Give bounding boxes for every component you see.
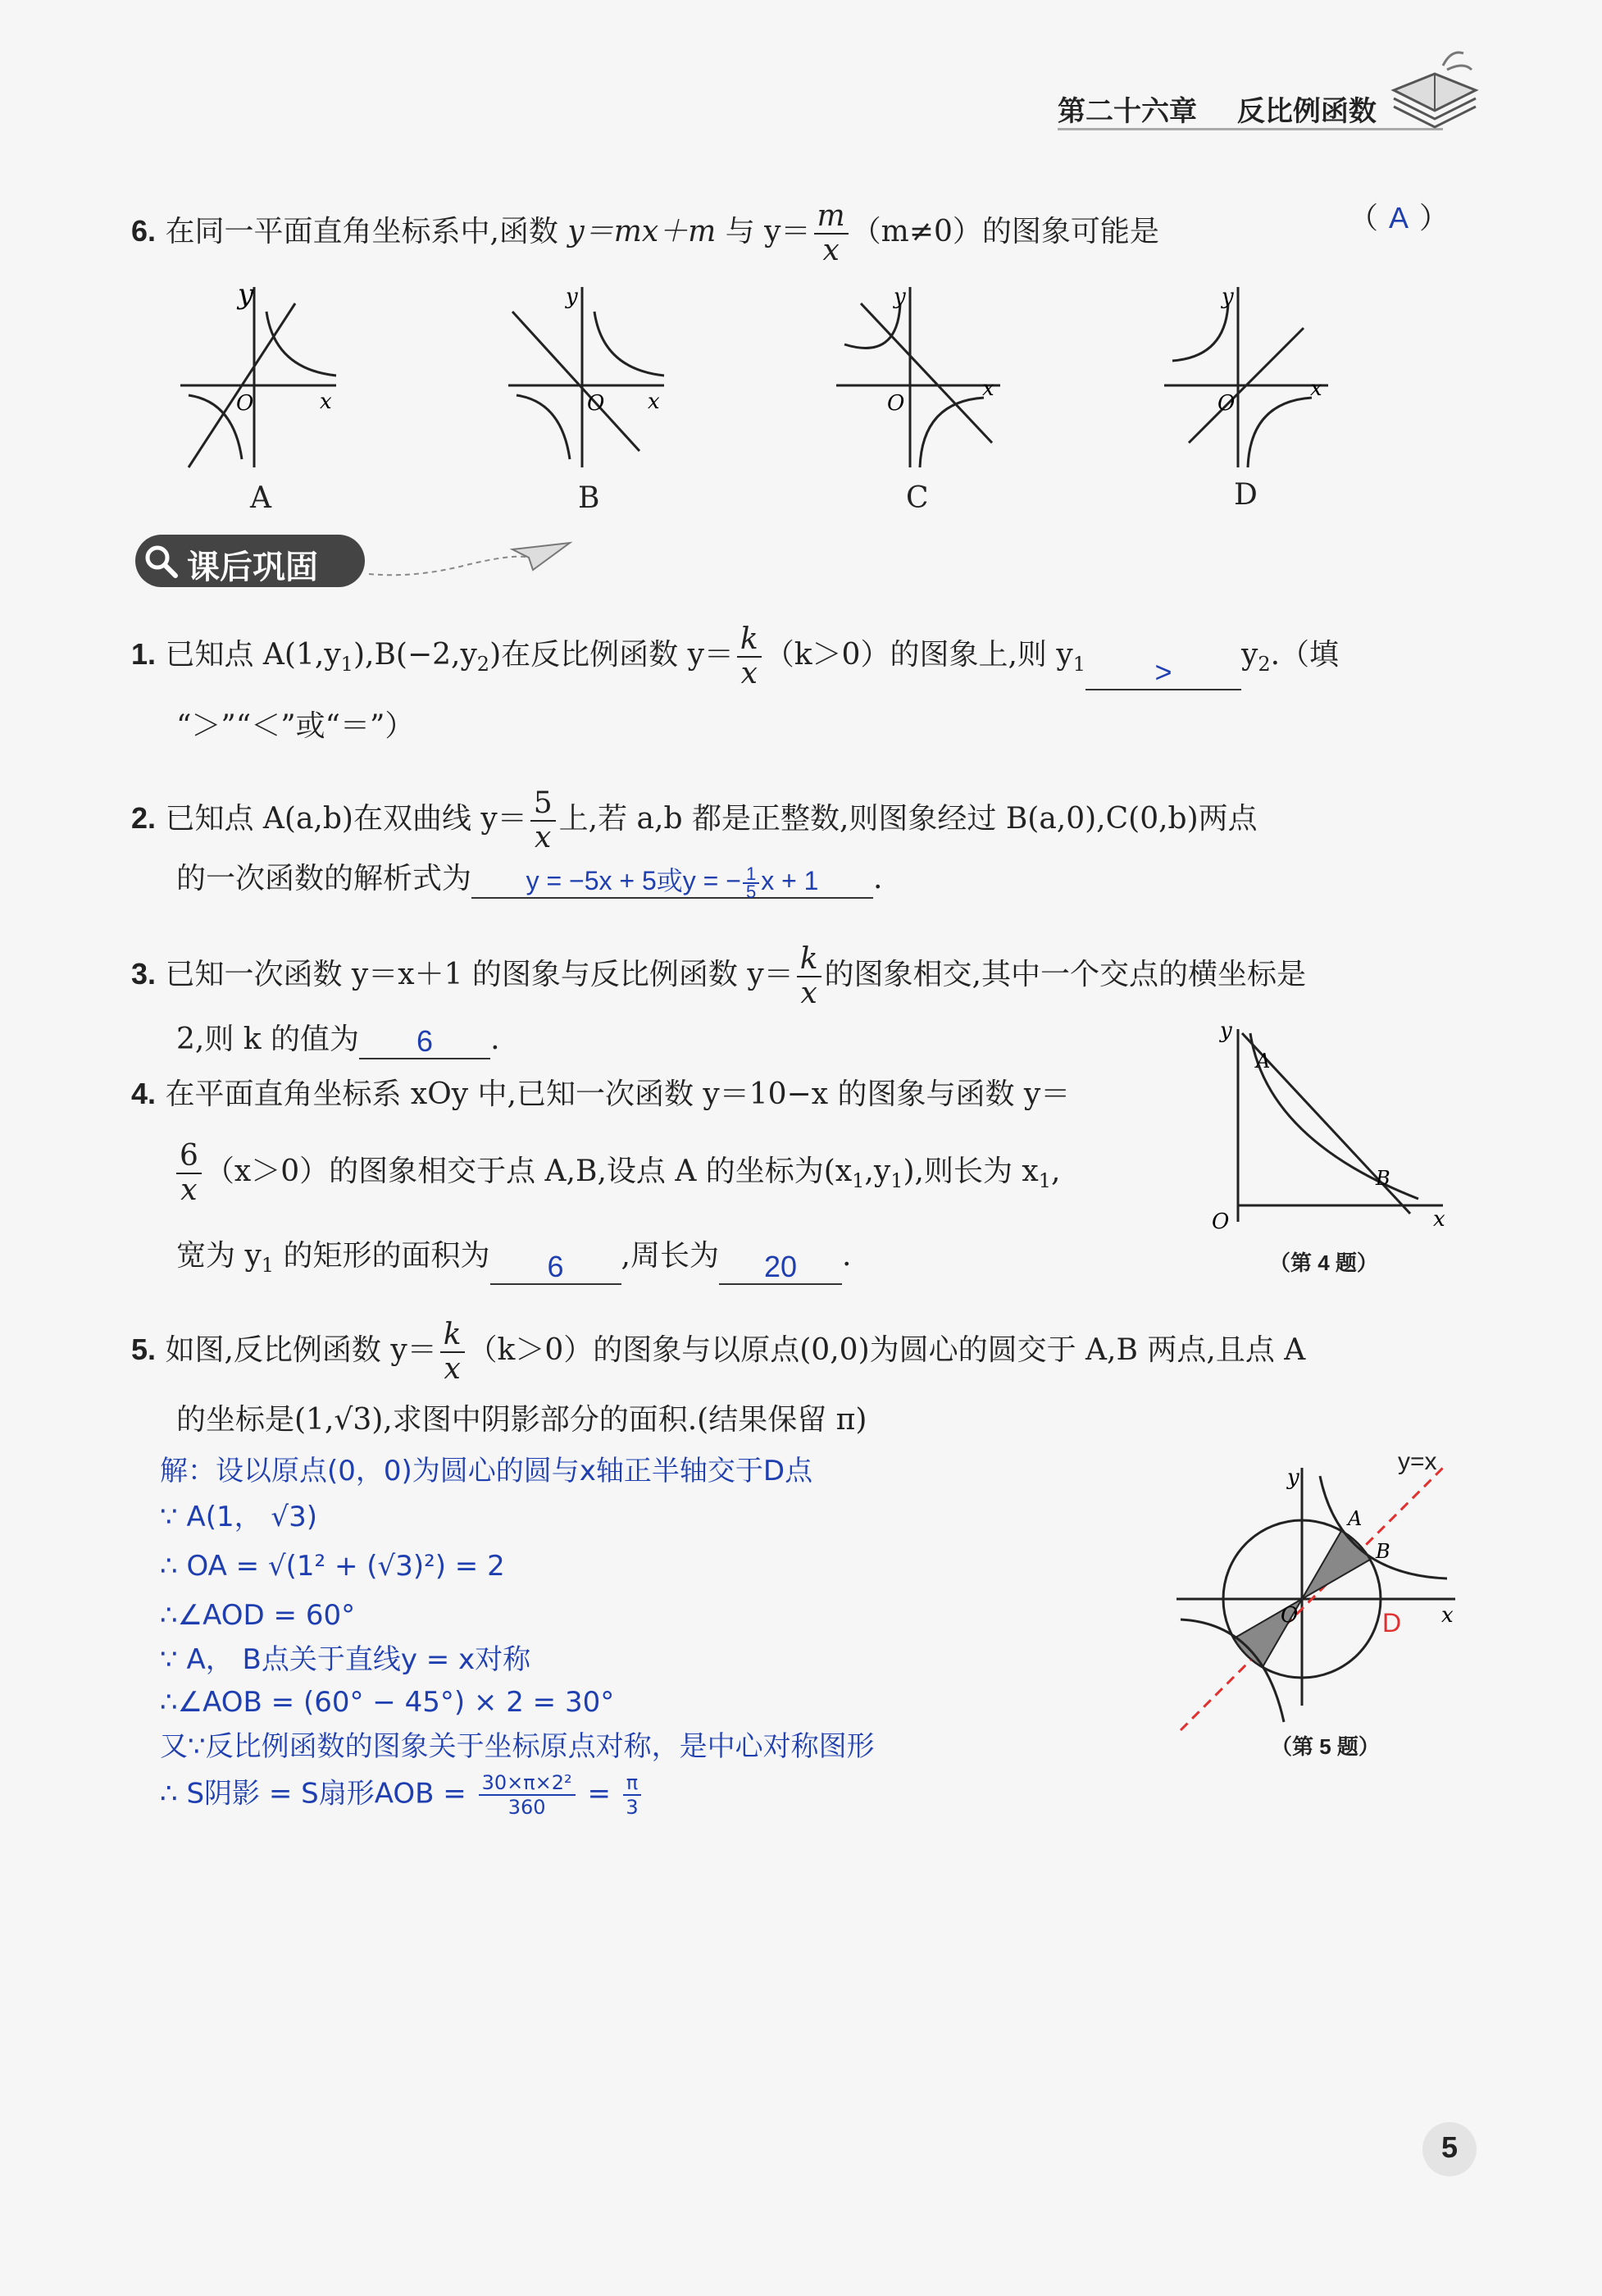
q4-fraction: $\frac{6}{x}$ (176, 1140, 202, 1207)
q4-label-o: O (1212, 1210, 1230, 1230)
q5-label-yx: y=x (1398, 1448, 1437, 1475)
q3-fraction: $\frac{k}{x}$ (797, 943, 821, 1010)
q6-expr: y＝mx＋m (567, 215, 717, 248)
solution-line-1: 解：设以原点(0，0)为圆心的圆与x轴正半轴交于D点 (160, 1455, 813, 1487)
q4-line1 (131, 1074, 1070, 1114)
q6-stem (131, 200, 1159, 267)
q5-label-d: D (1382, 1608, 1402, 1638)
q4-number: 4. (131, 1077, 157, 1110)
q4-text-e: , (1051, 1155, 1061, 1188)
q2-answer-tail: x + 1 (761, 866, 819, 895)
svg-text:O: O (587, 391, 605, 416)
q3-text-a: 已知一次函数 y＝x＋1 的图象与反比例函数 y＝ (165, 958, 794, 991)
header-title: 反比例函数 (1236, 96, 1377, 127)
q4-text-a: 在平面直角坐标系 xOy 中,已知一次函数 y＝10−x 的图象与函数 y＝ (165, 1077, 1071, 1111)
solution-line-3: ∴ OA = √(1² + (√3)²) = 2 (160, 1550, 505, 1583)
q3-answer-blank[interactable]: 6 (359, 1022, 490, 1059)
q1-text-d: （k＞0）的图象上,则 y (764, 638, 1073, 672)
q6-option-a[interactable]: A (250, 481, 271, 515)
section-title: 课后巩固 (187, 549, 318, 586)
solution-line-2: ∵ A(1， √3) (160, 1501, 317, 1533)
svg-text:y: y (894, 285, 906, 309)
q1-answer-blank[interactable]: > (1085, 653, 1241, 690)
q4-label-y: y (1220, 1018, 1232, 1043)
q4-figure (1205, 1017, 1451, 1230)
q1-fraction: $\frac{k}{x}$ (737, 623, 762, 690)
q6-text-b: 与 y＝ (716, 215, 811, 248)
header-chapter: 第二十六章 (1058, 96, 1197, 127)
q4-label-b: B (1376, 1167, 1390, 1190)
q2-answer: y = −5x + 5或y = − (526, 866, 741, 895)
solution-line-8: ∴ S阴影 = S扇形AOB = $\frac{\text{30×π×2²}}{360}$ = $\frac{\pi}{3}$ (160, 1771, 644, 1819)
q1-text-f: .（填 (1270, 638, 1340, 672)
q4-line3 (176, 1237, 851, 1285)
q4-caption: （第 4 题） (1269, 1250, 1378, 1275)
q3-line1 (131, 943, 1306, 1010)
q2-number: 2. (131, 801, 157, 835)
q4-text-b: （x＞0）的图象相交于点 A,B,设点 A 的坐标为(x (204, 1155, 853, 1188)
q1-text-a: 已知点 A(1,y (165, 638, 341, 672)
svg-text:O: O (1217, 391, 1236, 416)
q2-answer-blank[interactable]: y = −5x + 5或y = − $\frac{1}{5}$ x + 1 (471, 861, 873, 899)
q6-graph-d (1156, 279, 1336, 476)
svg-text:x: x (982, 376, 994, 401)
q4-text-d: ),则长为 x (903, 1155, 1039, 1188)
q4-area-blank[interactable]: 6 (490, 1247, 621, 1285)
q1-line1 (131, 623, 1339, 690)
q4-line3-c: ,周长为 (621, 1239, 719, 1273)
q1-text-c: )在反比例函数 y＝ (489, 638, 734, 672)
svg-text:y: y (1222, 285, 1234, 309)
solution-line-5: ∵ A， B点关于直线y = x对称 (160, 1643, 531, 1676)
q3-number: 3. (131, 957, 157, 991)
q4-sub-4: 1 (261, 1254, 275, 1278)
q4-line3-d: . (841, 1239, 852, 1273)
q6-graph-b (500, 279, 680, 476)
q5-text-a: 如图,反比例函数 y＝ (165, 1333, 437, 1367)
q4-sub-3: 1 (1038, 1169, 1052, 1193)
q6-answer-paren: （ A ） (1349, 198, 1449, 239)
q2-line2-text: 的一次函数的解析式为 (176, 862, 472, 895)
q5-label-b: B (1376, 1540, 1390, 1563)
svg-text:x: x (1310, 376, 1322, 401)
q6-option-b[interactable]: B (578, 481, 600, 515)
q5-fraction: $\frac{k}{x}$ (440, 1319, 465, 1386)
q6-fraction: $\frac{m}{x}$ (814, 200, 849, 267)
q2-line1 (131, 787, 1258, 854)
q5-label-o: O (1281, 1603, 1299, 1628)
q4-label-a: A (1256, 1050, 1271, 1073)
q5-label-x: x (1441, 1603, 1454, 1628)
q6-graph-c (828, 279, 1008, 476)
svg-text:y: y (238, 279, 254, 311)
svg-text:x: x (320, 390, 332, 414)
q1-text-b: ),B(−2,y (353, 638, 477, 672)
q1-number: 1. (131, 637, 157, 671)
page-number: 5 (1440, 2130, 1459, 2164)
svg-text:O: O (887, 391, 905, 416)
q1-sub-1: 1 (340, 653, 353, 676)
q2-line2 (176, 859, 883, 902)
q6-option-c[interactable]: C (906, 481, 929, 515)
search-icon (141, 541, 182, 582)
q3-text-b: 的图象相交,其中一个交点的横坐标是 (824, 958, 1306, 991)
q6-option-d[interactable]: D (1234, 478, 1258, 512)
q5-label-a: A (1348, 1507, 1363, 1530)
q5-line1 (131, 1319, 1305, 1386)
q6-graph-a (172, 279, 353, 476)
q2-text-a: 已知点 A(a,b)在双曲线 y＝ (165, 802, 527, 836)
q6-text-a: 在同一平面直角坐标系中,函数 (165, 215, 568, 248)
q2-fraction: $\frac{5}{x}$ (530, 787, 556, 854)
q1-line2: “＞”“＜”或“＝”） (176, 709, 415, 743)
q4-text-c: ,y (864, 1155, 891, 1188)
q4-perimeter-blank[interactable]: 20 (719, 1247, 842, 1285)
header (1058, 89, 1377, 129)
q1-sub-3: 1 (1072, 653, 1085, 676)
q5-caption: （第 5 题） (1271, 1734, 1380, 1759)
q1-text-e: y (1240, 638, 1258, 672)
q4-line2 (176, 1140, 1060, 1207)
q5-label-y: y (1287, 1465, 1299, 1490)
solution-equals: = (578, 1777, 620, 1811)
book-icon (1386, 41, 1484, 131)
solution-line-7: 又∵反比例函数的图象关于坐标原点对称，是中心对称图形 (160, 1730, 875, 1763)
q6-number: 6. (131, 214, 157, 248)
q1-sub-2: 2 (476, 653, 490, 676)
q3-line2 (176, 1020, 500, 1059)
paper-plane-icon (365, 533, 578, 582)
q4-label-x: x (1433, 1207, 1445, 1230)
q5-number: 5. (131, 1332, 157, 1366)
q1-sub-4: 2 (1258, 653, 1271, 676)
svg-text:y: y (566, 285, 578, 309)
q4-line3-b: 的矩形的面积为 (274, 1239, 490, 1273)
q6-text-c: （m≠0）的图象可能是 (851, 215, 1159, 248)
q3-line2-end: . (490, 1023, 500, 1056)
q6-answer: A (1389, 201, 1409, 235)
q2-text-b: 上,若 a,b 都是正整数,则图象经过 B(a,0),C(0,b)两点 (558, 802, 1258, 836)
solution-area-text: ∴ S阴影 = S扇形AOB = (160, 1777, 476, 1811)
q5-text-b: （k＞0）的图象与以原点(0,0)为圆心的圆交于 A,B 两点,且点 A (467, 1333, 1306, 1367)
solution-line-6: ∴∠AOB = (60° − 45°) × 2 = 30° (160, 1686, 615, 1719)
q2-line2-end: . (873, 862, 883, 895)
svg-text:O: O (236, 391, 254, 416)
solution-line-4: ∴∠AOD = 60° (160, 1599, 356, 1632)
q4-sub-2: 1 (890, 1169, 903, 1193)
q4-sub-1: 1 (852, 1169, 865, 1193)
q4-line3-a: 宽为 y (176, 1239, 262, 1273)
svg-text:x: x (648, 390, 660, 414)
q5-figure (1164, 1443, 1468, 1747)
q3-line2-text: 2,则 k 的值为 (176, 1023, 360, 1056)
q5-line2: 的坐标是(1,√3),求图中阴影部分的面积.(结果保留 π) (176, 1403, 867, 1437)
